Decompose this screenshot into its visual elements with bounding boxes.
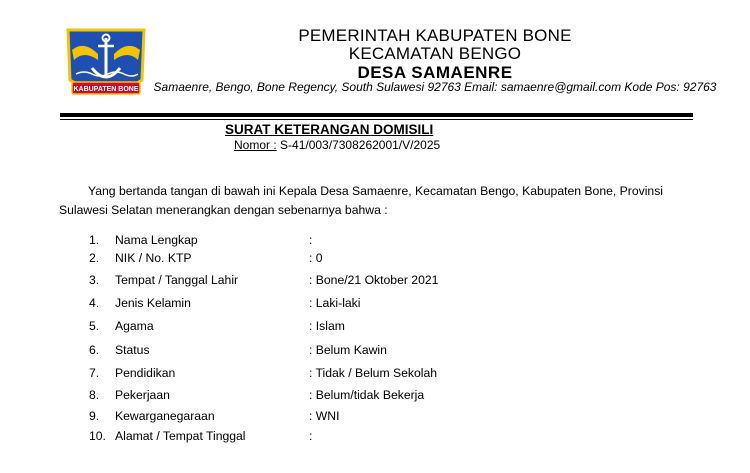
intro-paragraph xyxy=(59,182,709,220)
intro-text: Yang bertanda tangan di bawah ini Kepala Desa Samaenre, Kecamatan Bengo, Kabupaten Bone, Provinsi Sulawesi Selatan menerangkan dengan sebenarnya bahwa : xyxy=(59,184,664,217)
field-row xyxy=(89,342,387,358)
field-label: Pekerjaan xyxy=(115,388,170,402)
field-number: 5. xyxy=(89,319,100,333)
field-label: NIK / No. KTP xyxy=(115,251,192,265)
field-row xyxy=(89,365,438,381)
field-value: : Laki-laki xyxy=(309,296,361,310)
field-value: : Bone/21 Oktober 2021 xyxy=(309,273,439,287)
field-number: 6. xyxy=(89,343,100,357)
field-number: 1. xyxy=(89,233,100,247)
field-number: 4. xyxy=(89,296,100,310)
header-address: Samaenre, Bengo, Bone Regency, South Sulawesi 92763 Email: samaenre@gmail.com Kode Pos: 92763 xyxy=(153,80,717,94)
document-number-value: S-41/003/7308262001/V/2025 xyxy=(280,138,441,152)
field-value: : Tidak / Belum Sekolah xyxy=(309,366,438,380)
field-label: Tempat / Tanggal Lahir xyxy=(115,273,239,287)
field-row xyxy=(89,387,425,403)
field-value: : Islam xyxy=(309,319,345,333)
field-row xyxy=(89,428,313,444)
field-row xyxy=(89,250,323,266)
field-number: 3. xyxy=(89,273,100,287)
field-row xyxy=(89,232,313,248)
field-value: : Belum/tidak Bekerja xyxy=(309,388,425,402)
emblem-ribbon-text: KABUPATEN BONE xyxy=(73,86,139,93)
bone-regency-emblem xyxy=(62,20,150,106)
field-label: Kewarganegaraan xyxy=(115,409,215,423)
field-number: 9. xyxy=(89,409,100,423)
field-label: Pendidikan xyxy=(115,366,176,380)
field-number: 2. xyxy=(89,251,100,265)
field-label: Agama xyxy=(115,319,154,333)
field-row xyxy=(89,318,345,334)
field-value: : 0 xyxy=(309,251,323,265)
letterhead-rule-thick xyxy=(60,113,693,117)
document-number xyxy=(234,138,440,152)
field-row xyxy=(89,295,361,311)
field-number: 7. xyxy=(89,366,100,380)
field-value: : xyxy=(309,429,313,443)
header-district: KECAMATAN BENGO xyxy=(348,44,522,63)
field-number: 10. xyxy=(89,429,106,443)
field-label: Jenis Kelamin xyxy=(115,296,191,310)
field-value: : WNI xyxy=(309,409,340,423)
document-number-label: Nomor : xyxy=(234,138,277,152)
field-label: Nama Lengkap xyxy=(115,233,198,247)
document-title: SURAT KETERANGAN DOMISILI xyxy=(225,122,434,137)
letterhead-rule-thin xyxy=(60,119,693,120)
field-number: 8. xyxy=(89,388,100,402)
field-label: Status xyxy=(115,343,150,357)
field-row xyxy=(89,272,439,288)
header-village: DESA SAMAENRE xyxy=(357,63,513,82)
field-value: : xyxy=(309,233,313,247)
field-label: Alamat / Tempat Tinggal xyxy=(115,429,246,443)
field-value: : Belum Kawin xyxy=(309,343,387,357)
header-government: PEMERINTAH KABUPATEN BONE xyxy=(298,26,572,45)
field-row xyxy=(89,408,340,424)
